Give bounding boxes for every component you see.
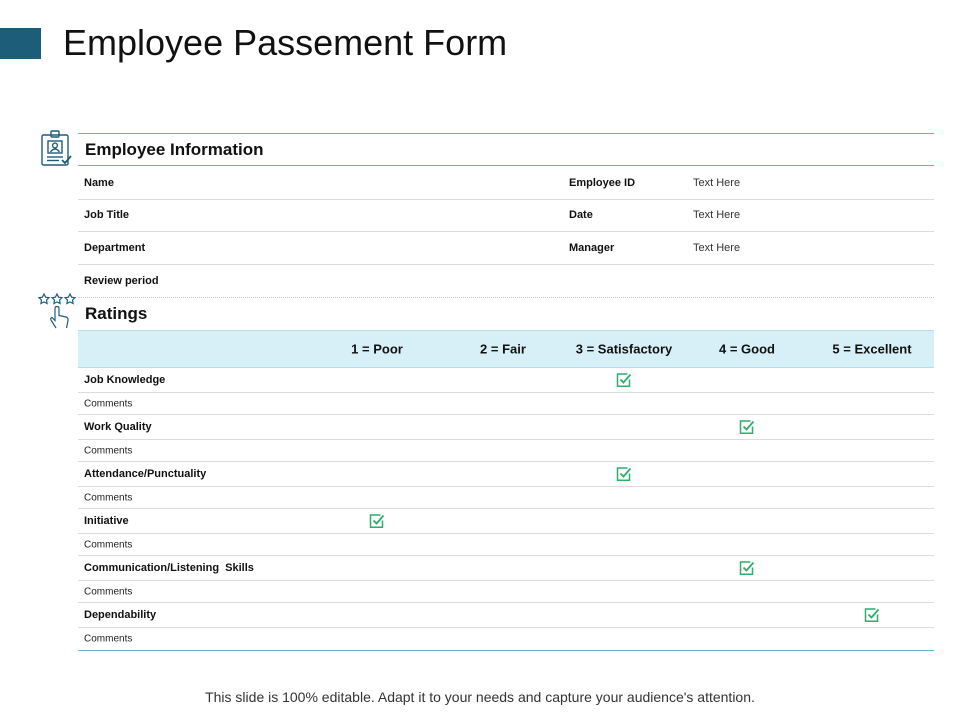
comments-row[interactable] <box>78 440 934 462</box>
comments-row[interactable] <box>78 393 934 415</box>
info-row <box>78 167 934 200</box>
rating-checkbox-icon[interactable] <box>369 513 385 529</box>
info-label: Job Title <box>84 209 130 222</box>
comments-label: Comments <box>84 633 133 645</box>
info-label-secondary: Date <box>569 209 593 222</box>
footer-note: This slide is 100% editable. Adapt it to your needs and capture your audience's attention. <box>205 689 755 705</box>
rating-scale-label: 4 = Good <box>719 341 775 357</box>
title-accent-bar <box>0 28 41 59</box>
criterion-label: Attendance/Punctuality <box>84 468 207 480</box>
criterion-row <box>78 415 934 440</box>
comments-label: Comments <box>84 586 133 597</box>
criterion-label: Initiative <box>84 515 129 527</box>
rating-scale-label: 3 = Satisfactory <box>575 341 673 357</box>
ratings-table <box>78 368 934 651</box>
criterion-row <box>78 556 934 581</box>
criterion-label: Job Knowledge <box>84 374 166 386</box>
comments-row[interactable] <box>78 628 934 650</box>
page-title: Employee Passement Form <box>63 22 508 63</box>
comments-label: Comments <box>84 398 133 409</box>
id-badge-icon <box>40 130 74 168</box>
criterion-label: Communication/Listening Skills <box>84 562 254 574</box>
comments-row[interactable] <box>78 581 934 603</box>
info-row <box>78 200 934 233</box>
rating-scale-header <box>78 330 934 368</box>
criterion-row <box>78 603 934 628</box>
rating-checkbox-icon[interactable] <box>616 372 632 388</box>
criterion-row <box>78 368 934 393</box>
info-label: Department <box>84 241 146 254</box>
rating-checkbox-icon[interactable] <box>864 607 880 623</box>
criterion-label: Work Quality <box>84 421 152 433</box>
info-label: Name <box>84 176 114 189</box>
ratings-heading: Ratings <box>85 304 148 323</box>
comments-label: Comments <box>84 445 133 456</box>
info-label: Review period <box>84 274 159 287</box>
criterion-label: Dependability <box>84 609 157 621</box>
employee-information-heading: Employee Information <box>85 139 264 159</box>
rating-checkbox-icon[interactable] <box>616 466 632 482</box>
info-row <box>78 265 934 298</box>
ratings-header <box>78 297 934 330</box>
rating-checkbox-icon[interactable] <box>739 419 755 435</box>
criterion-row <box>78 462 934 487</box>
rating-checkbox-icon[interactable] <box>739 560 755 576</box>
info-row <box>78 232 934 265</box>
rating-scale-label: 2 = Fair <box>480 341 526 357</box>
comments-label: Comments <box>84 539 133 550</box>
employee-information-table <box>78 167 934 297</box>
criterion-row <box>78 509 934 534</box>
employee-information-header <box>78 133 934 166</box>
rating-scale-label: 1 = Poor <box>351 341 403 357</box>
info-value-field[interactable]: Text Here <box>693 209 741 222</box>
info-value-field[interactable]: Text Here <box>693 241 741 254</box>
info-value-field[interactable]: Text Here <box>693 176 741 189</box>
comments-row[interactable] <box>78 487 934 509</box>
comments-label: Comments <box>84 492 133 503</box>
star-rating-hand-icon <box>38 292 78 332</box>
info-label-secondary: Manager <box>569 241 615 254</box>
comments-row[interactable] <box>78 534 934 556</box>
rating-scale-label: 5 = Excellent <box>832 341 912 357</box>
info-label-secondary: Employee ID <box>569 176 636 189</box>
